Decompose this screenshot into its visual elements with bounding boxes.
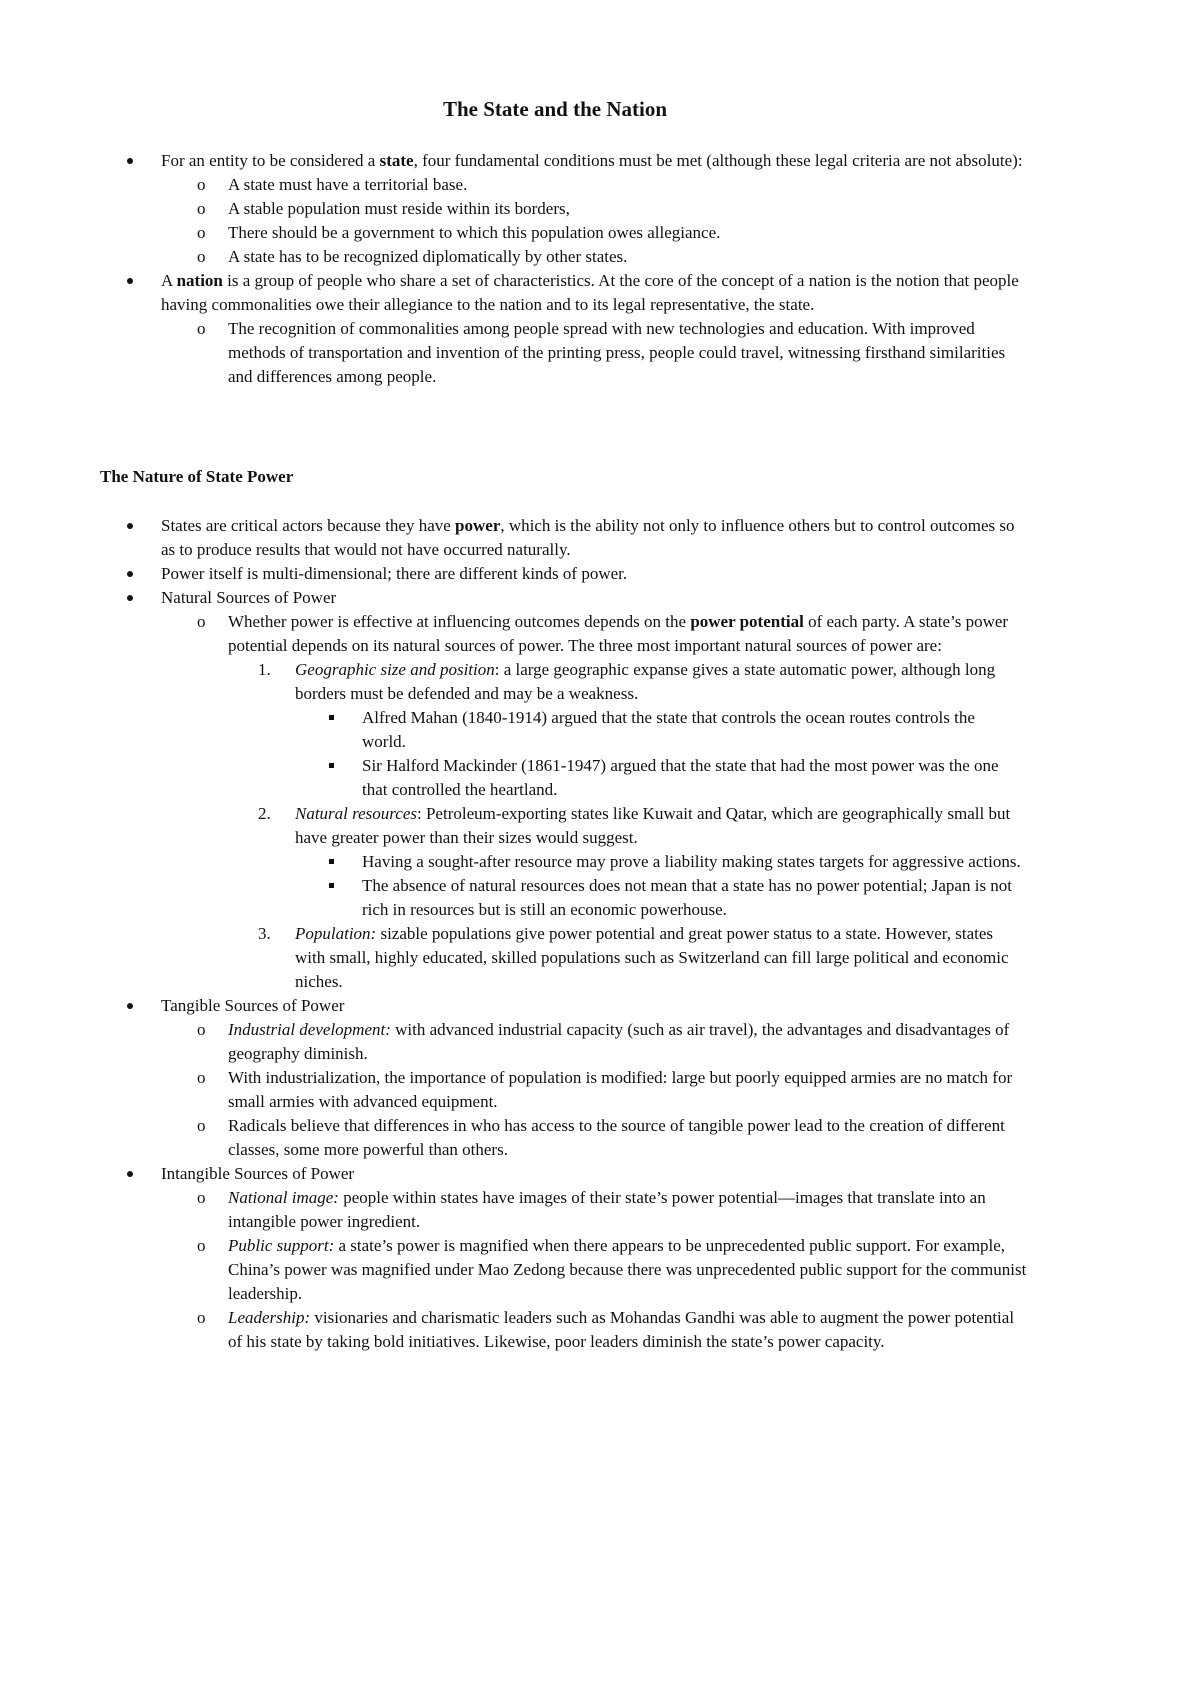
sub-bullet-icon: o [197,319,206,338]
square-bullet-icon [329,883,334,888]
text: people within states have images of their state’s power potential—images that translate into an intangible power ingredient. [228,1188,986,1231]
numbered-item-geography [0,658,1025,706]
term: Natural resources [295,804,417,823]
list-item-national-image [0,1186,1028,1234]
sub-bullet-icon: o [197,199,206,218]
text: A [161,271,177,290]
text: Whether power is effective at influencing outcomes depends on the [228,612,691,631]
list-item-multi-dimensional [0,562,1031,586]
list-item-commonalities [0,317,1028,389]
list-item-leadership [0,1306,1028,1354]
bullet-icon [127,158,133,164]
sub-bullet-icon: o [197,1116,206,1135]
list-item-condition [0,221,1028,245]
sub-bullet-icon: o [197,1068,206,1087]
section-heading: The Nature of State Power [100,467,294,486]
term-power: power [455,516,501,535]
list-item-intangible-sources [0,1162,1031,1186]
text: : Petroleum-exporting states like Kuwait and Qatar, which are geographically small but have greater power than their sizes would suggest. [295,804,1011,847]
list-item-natural-sources [0,586,1031,610]
square-bullet-icon [329,715,334,720]
condition-text: A state must have a territorial base. [228,175,468,194]
text: Alfred Mahan (1840-1914) argued that the state that controls the ocean routes controls the world. [362,708,975,751]
square-bullet-icon [329,859,334,864]
text: The absence of natural resources does not mean that a state has no power potential; Japan is not rich in resources but is still an economic powerhouse. [362,876,1013,919]
text: is a group of people who share a set of characteristics. At the core of the concept of a nation is the notion that people having commonalities owe their allegiance to the nation and to its legal representative, the state. [161,271,1019,314]
text: With industrialization, the importance of population is modified: large but poorly equipped armies are no match for small armies with advanced equipment. [228,1068,1013,1111]
term-nation: nation [176,271,223,290]
term: Geographic size and position [295,660,495,679]
bullet-icon [127,1003,133,1009]
condition-text: A stable population must reside within its borders, [228,199,570,218]
list-item-industrialization [0,1066,1028,1114]
sub-bullet-icon: o [197,247,206,266]
bullet-icon [127,595,133,601]
sub-bullet-icon: o [197,1236,206,1255]
list-item-condition [0,245,1028,269]
text: Intangible Sources of Power [161,1164,355,1183]
bullet-icon [127,1171,133,1177]
text: For an entity to be considered a [161,151,380,170]
list-item-japan [0,874,1022,922]
text: : a large geographic expanse gives a state automatic power, although long borders must be defended and may be a weakness. [295,660,996,703]
term: Industrial development: [228,1020,391,1039]
text: , which is the ability not only to influence others but to control outcomes so as to produce results that would not have occurred naturally. [161,516,1015,559]
sub-bullet-icon: o [197,1020,206,1039]
list-number: 1. [258,660,271,679]
text: The recognition of commonalities among people spread with new technologies and education. With improved methods of transportation and invention of the printing press, people could travel, witnessing firsthand similarities and differences among people. [228,319,1006,386]
bullet-icon [127,523,133,529]
list-item-nation-definition [0,269,1031,317]
state-nation-list [0,149,1031,389]
list-item-state-definition [0,149,1031,173]
text: Tangible Sources of Power [161,996,345,1015]
list-item-industrial [0,1018,1028,1066]
list-item-condition [0,197,1028,221]
term: Public support: [228,1236,335,1255]
bullet-icon [127,571,133,577]
condition-text: A state has to be recognized diplomatically by other states. [228,247,628,266]
numbered-item-population [0,922,1025,994]
text: of each party. A state’s power potential depends on its natural sources of power. The three most important natural sources of power are: [228,612,1009,655]
text: visionaries and charismatic leaders such as Mohandas Gandhi was able to augment the power potential of his state by taking bold initiatives. Likewise, poor leaders diminish the state’s power capacity. [228,1308,1015,1351]
list-number: 2. [258,804,271,823]
list-item-public-support [0,1234,1028,1306]
text: States are critical actors because they have [161,516,456,535]
bullet-icon [127,278,133,284]
list-item-power-definition [0,514,1031,562]
term-power-potential: power potential [690,612,804,631]
square-bullet-icon [329,763,334,768]
list-item-condition [0,173,1028,197]
sub-bullet-icon: o [197,223,206,242]
numbered-item-resources [0,802,1025,850]
text: a state’s power is magnified when there appears to be unprecedented public support. For example, China’s power was magnified under Mao Zedong because there was unprecedented public support for the communist leadership. [228,1236,1027,1303]
text: with advanced industrial capacity (such as air travel), the advantages and disadvantages of geography diminish. [228,1020,1010,1063]
list-number: 3. [258,924,271,943]
term-state: state [379,151,414,170]
sub-bullet-icon: o [197,1308,206,1327]
term: Population: [295,924,377,943]
text: Power itself is multi-dimensional; there are different kinds of power. [161,564,628,583]
sub-bullet-icon: o [197,175,206,194]
sub-bullet-icon: o [197,612,206,631]
state-power-list [0,514,1031,1354]
condition-text: There should be a government to which this population owes allegiance. [228,223,721,242]
list-item-mahan [0,706,1022,754]
page-title: The State and the Nation [442,97,668,121]
term: Leadership: [228,1308,311,1327]
list-item-radicals [0,1114,1028,1162]
text: Sir Halford Mackinder (1861-1947) argued that the state that had the most power was the one that controlled the heartland. [362,756,999,799]
text: Natural Sources of Power [161,588,337,607]
text: sizable populations give power potential and great power status to a state. However, states with small, highly educated, skilled populations such as Switzerland can fill large political and economic niches. [295,924,1009,991]
sub-bullet-icon: o [197,1188,206,1207]
list-item-liability [0,850,1022,874]
term: National image: [228,1188,339,1207]
text: Radicals believe that differences in who has access to the source of tangible power lead to the creation of different classes, some more powerful than others. [228,1116,1005,1159]
text: , four fundamental conditions must be met (although these legal criteria are not absolute): [413,151,1023,170]
list-item-mackinder [0,754,1022,802]
list-item-tangible-sources [0,994,1031,1018]
text: Having a sought-after resource may prove a liability making states targets for aggressive actions. [362,852,1021,871]
list-item-power-potential [0,610,1028,658]
